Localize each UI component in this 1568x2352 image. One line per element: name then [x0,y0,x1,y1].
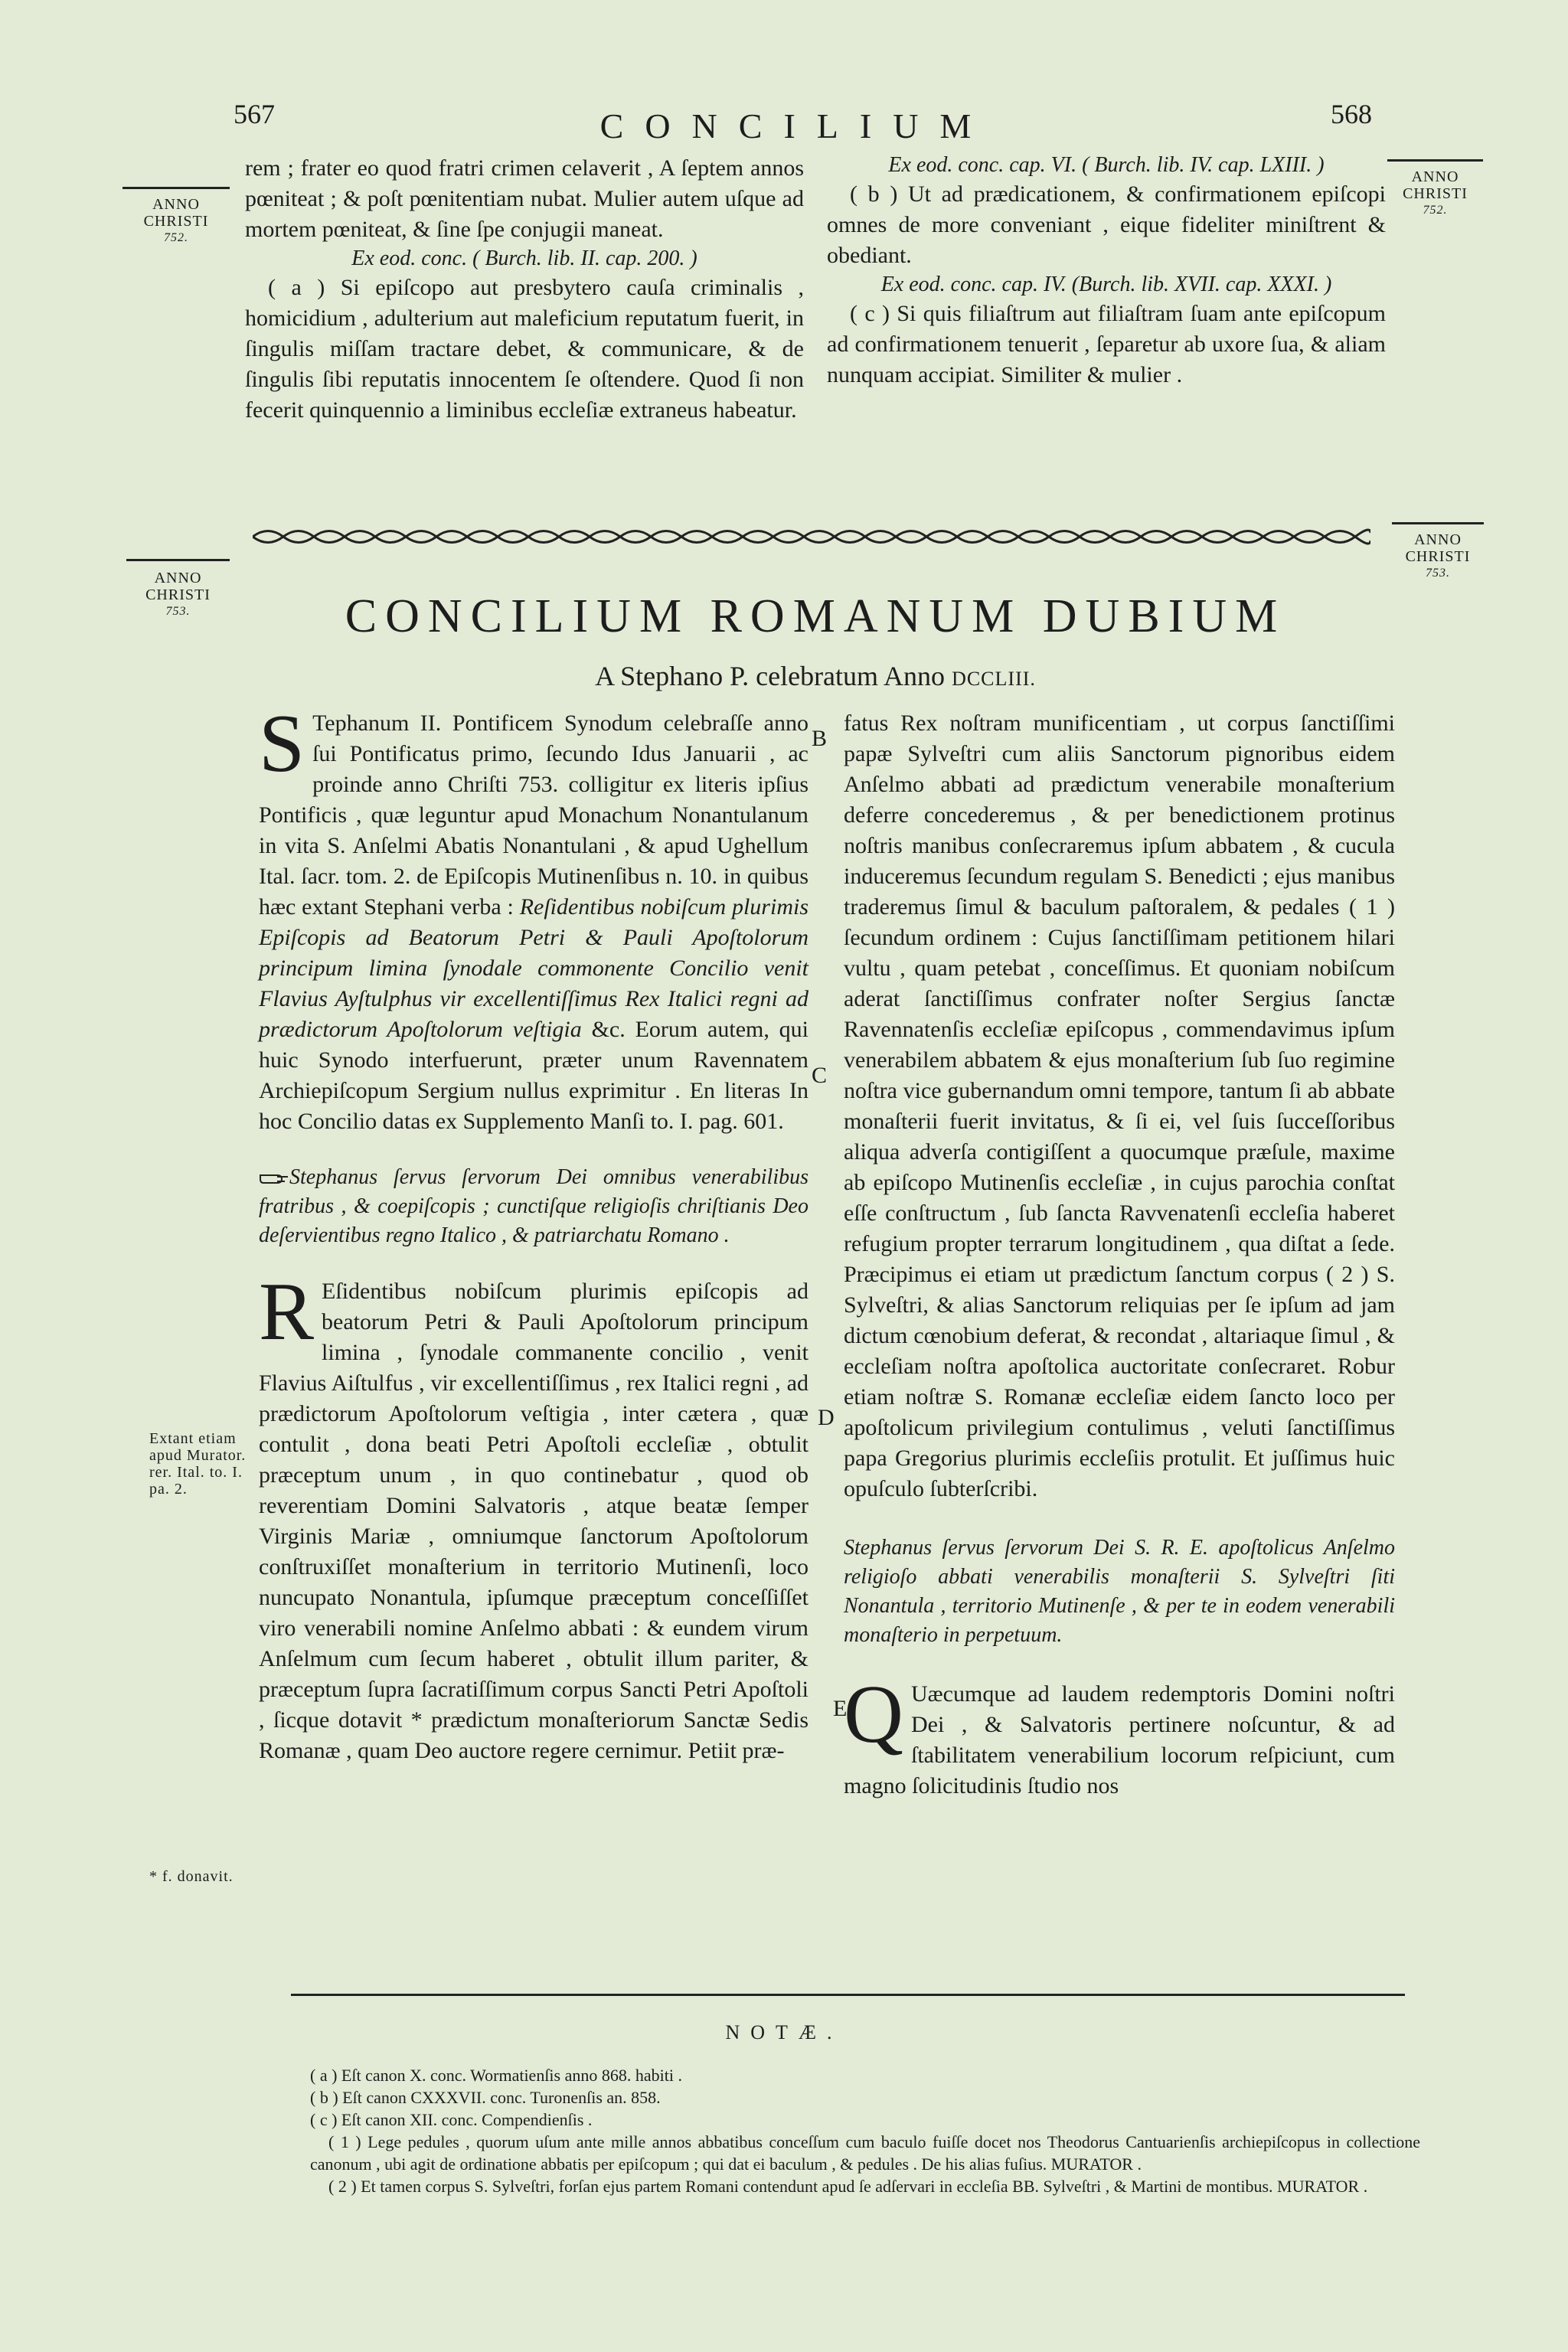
letter-body: R Eſidentibus nobiſcum plurimis epiſcopis ad beatorum Petri & Pauli Apoſtolorum principum limina , ſynodale commanente concilio , venit Flavius Aiſtulfus , vir excellentiſſimus , rex Italici regni , ad prædictorum Apoſtolorum veſtigia , inter cætera , quæ contulit , dona beati Petri Apoſtoli eccleſiæ , obtulit præceptum unum , in quo continebatur , quod ob reverentiam Domini Salvatoris , atque beatæ ſemper Virginis Mariæ , omniumque ſanctorum Apoſtolorum conſtruxiſſet monaſterium in territorio Mutinenſi, loco nuncupato Nonantula, ipſumque præceptum conceſſiſſet viro venerabili nomine Anſelmo abbati : & eundem virum Anſelmum cum ſecum haberet , obtulit illum pariter, & præceptum ſupra ſacratiſſimum corpus Sancti Petri Apoſtoli , ſicque dotavit * prædictum monaſteriorum Sanctæ Sedis Romanæ , quam Deo auctore regere cernimur. Petiit præ- [259,1266,808,1763]
footnotes [310,2064,1420,2197]
source-reference: Ex eod. conc. cap. IV. (Burch. lib. XVII. cap. XXXI. ) [880,273,1332,296]
main-left-column [259,698,809,1766]
notes-title: NOTÆ. [725,2021,843,2043]
margin-rule-mid-left [126,559,230,561]
source-reference: Ex eod. conc. ( Burch. lib. II. cap. 200. ) [351,247,697,270]
drop-cap-s: S [259,698,305,789]
footnote-c: ( c ) Eſt canon XII. conc. Compendienſis . [310,2110,593,2129]
section-letter-e: E [833,1696,848,1721]
pointing-hand-icon [259,1169,289,1189]
address-salutation: Stephanus ſervus ſervorum Dei omnibus venerabilibus fratribus , & coepiſcopis ; cunctiſque religioſis chriſtianis Deo deſervientibus regno Italico , & patriarchatu Romano . [259,1165,808,1247]
anno-christi-mid-left: ANNO CHRISTI 753. [145,570,211,618]
footnote-a: ( a ) Eſt canon X. conc. Wormatienſis anno 868. habiti . [310,2066,682,2085]
footnote-1: ( 1 ) Lege pedules , quorum uſum ante mille annos abbatibus conceſſum cum baculo fuiſſe docet nos Theodorus Cantuarienſis archiepiſcopus in collectione canonum , ubi agit de ordinatione abbatis per epiſcopum ; qui dat ei baculum , & pedules . De his alias fuſius. MURATOR . [310,2132,1420,2174]
footnote-2: ( 2 ) Et tamen corpus S. Sylveſtri, forſan ejus partem Romani contendunt apud ſe adſervari in eccleſia BB. Sylveſtri , & Martini de montibus. MURATOR . [328,2177,1368,2196]
paragraph: ( a ) Si epiſcopo aut presbytero cauſa criminalis , homicidium , adulterium aut maleficium reputatum fuerit, in ſingulis miſſam tractare debet, & communicare, & de ſingulis ſibi reputatis innocentem ſe oſtendere. Quod ſi non fecerit quinquennio a liminibus eccleſiæ extraneus habeatur. [245,275,804,423]
top-left-column [245,153,804,426]
anno-christi-top-left: ANNO CHRISTI 752. [143,196,209,244]
top-right-column [827,152,1386,390]
paragraph: ( c ) Si quis filiaſtrum aut filiaſtram ſuam ante epiſcopum ad confirmationem tenuerit , ſeparetur ab uxore ſua, & aliam nunquam accipiat. Similiter & mulier . [827,301,1386,387]
section-letter-c: C [812,1063,828,1088]
introduction: S Tephanum II. Pontificem Synodum celebraſſe anno ſui Pontificatus primo, ſecundo Idus Januarii , ac proinde anno Chriſti 753. colligitur ex literis ipſius Pontificis , quæ leguntur apud Monachum Nonantulanum in vita S. Anſelmi Abatis Nonantulani , & apud Ughellum Ital. ſacr. tom. 2. de Epiſcopis Mutinenſibus n. 10. in quibus hæc extant Stephani verba : Reſidentibus nobiſcum plurimis Epiſcopis ad Beatorum Petri & Pauli Apoſtolorum principum limina ſynodale commonente Concilio venit Flavius Ayſtulphus vir excellentiſſimus Rex Italici regni ad prædictorum Apoſtolorum veſtigia &c. Eorum autem, qui huic Synodo interfuerunt, præter unum Ravennatem Archiepiſcopum Sergium nullus exprimitur . En literas In hoc Concilio datas ex Supplemento Manſi to. I. pag. 601. [259,698,809,1134]
council-title: CONCILIUM ROMANUM DUBIUM [345,590,1286,642]
section-letter-b: B [812,726,828,751]
source-reference: Ex eod. conc. cap. VI. ( Burch. lib. IV. cap. LXIII. ) [888,153,1325,177]
quoted-letter: Reſidentibus nobiſcum plurimis Epiſcopis ad Beatorum Petri & Pauli Apoſtolorum principum limina ſynodale commonente Concilio venit Flavius Ayſtulphus vir excellentiſſimus Rex Italici regni ad prædictorum Apoſtolorum veſtigia [259,894,808,1042]
section-letter-d: D [818,1405,835,1430]
paragraph: ( b ) Ut ad prædicationem, & confirmationem epiſcopi omnes de more conveniant , eique fideliter miniſtrent & obediant. [827,181,1386,268]
council-subtitle: A Stephano P. celebratum Anno DCCLIII. [595,661,1036,691]
drop-cap-q: Q [844,1669,903,1760]
margin-rule-mid-right [1392,522,1484,524]
anno-christi-mid-right: ANNO CHRISTI 753. [1405,531,1471,580]
drop-cap-r: R [259,1266,315,1357]
right-page-number: 568 [1331,99,1372,129]
anno-christi-top-right: ANNO CHRISTI 752. [1403,168,1468,217]
notes-rule [291,1994,1405,1996]
footnote-b: ( b ) Eſt canon CXXXVII. conc. Turonenſis an. 858. [310,2088,661,2107]
subtitle-year: DCCLIII. [952,668,1036,690]
paragraph: rem ; frater eo quod fratri crimen celaverit , A ſeptem annos pœniteat ; & poſt pœnitentiam nubat. Mulier autem uſque ad mortem pœniteat, & ſine ſpe conjugii maneat. [245,155,804,242]
privilege-body: Q Uæcumque ad laudem redemptoris Domini noſtri Dei , & Salvatoris pertinere noſcuntur, & ad ſtabilitatem venerabilium locorum reſpiciunt, cum magno ſolicitudinis ſtudio nos [844,1669,1395,1798]
running-head-title: CONCILIUM [599,106,993,145]
letter-body-continued: fatus Rex noſtram munificentiam , ut corpus ſanctiſſimi papæ Sylveſtri cum aliis Sanctorum pignoribus eidem Anſelmo abbati ad prædictum venerabile monaſterium deferre concederemus , & per benedictionem protinus noſtris manibus conſecraremus ipſum abbatem , & cucula induceremus ſecundum regulam S. Benedicti ; ejus manibus traderemus ſimul & baculum paſtoralem, & pedales ( 1 ) ſecundum ordinem : Cujus ſanctiſſimam petitionem hilari vultu , quam petebat , conceſſimus. Et quoniam nobiſcum aderat ſanctiſſimus confrater noſter Sergius ſanctæ Ravennatenſis eccleſiæ epiſcopus , commendavimus ipſum venerabilem abbatem & ejus monaſterium ſub ſuo regimine noſtra vice gubernandum omni tempore, tantum ſi ab abbate monaſterii fuerit invitatus, & ſi ei, vel ſuis ſucceſſoribus aliqua adverſa contigiſſent a quocumque præſule, maxime ab epiſcopo Mutinenſis eccleſiæ , in cujus parochia conſtat eſſe conſtructum , ſub ſancta Ravvenatenſi eccleſia haberet refugium propter terrarum longitudinem , qua diſtat a ſede. Præcipimus ei etiam ut prædictum ſanctum corpus ( 2 ) S. Sylveſtri, & alias Sanctorum reliquias per ſe ipſum ad jam dictum cœnobium deferat, & recondat , altariaque ſimul , & eccleſiam noſtra apoſtolica auctoritate conſecraret. Robur etiam noſtræ S. Romanæ eccleſiæ eidem ſancto loco per apoſtolicum privilegium contulimus , veluti ſanctiſſimus papa Gregorius plurimis eccleſiis protulit. Et juſſimus huic opuſculo ſubterſcribi. [844,710,1395,1501]
margin-rule-top-right [1387,159,1483,162]
main-right-column [844,708,1395,1802]
left-page-number: 567 [234,99,275,129]
margin-note-extant: Extant etiam apud Murator. rer. Ital. to. I. pa. 2. [149,1430,247,1498]
ornamental-rule [253,524,1370,550]
margin-rule-top-left [122,187,230,189]
margin-note-donavit: * f. donavit. [149,1868,234,1885]
privilege-address: Stephanus ſervus ſervorum Dei S. R. E. apoſtolicus Anſelmo religioſo abbati venerabilis monaſterii S. Sylveſtri ſiti Nonantula , territorio Mutinenſe , & per te in eodem venerabili monaſterio in perpetuum. [844,1536,1395,1647]
